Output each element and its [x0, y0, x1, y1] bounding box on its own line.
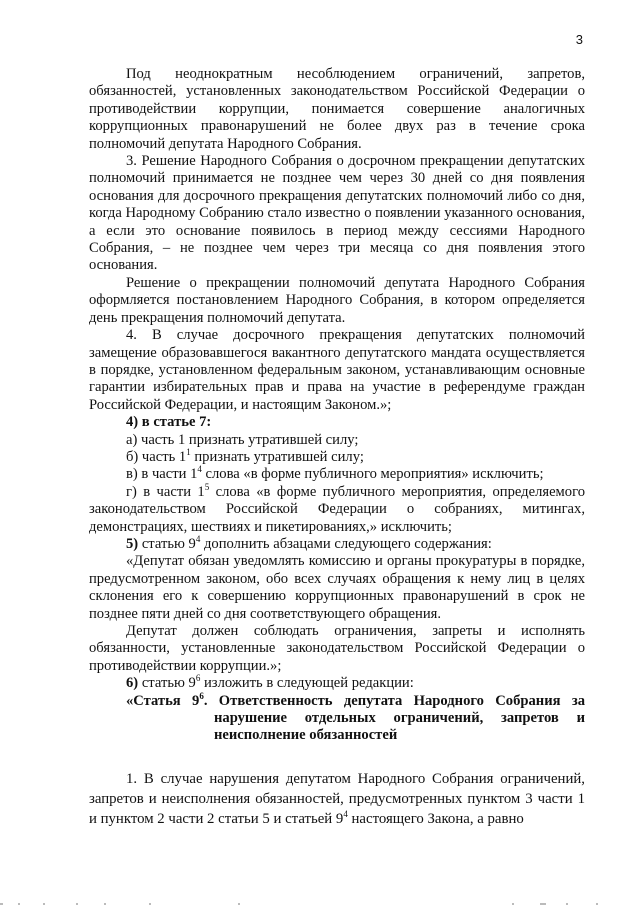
item-5-paragraph: Депутат должен соблюдать ограничения, запреты и исполнять обязанности, установленные законодательством Российской Федерации о противодействии коррупции.»;	[89, 623, 585, 674]
paragraph: Под неоднократным несоблюдением ограничений, запретов, обязанностей, установленных законодательством Российской Федерации о противодействии коррупции, понимается совершение аналогичных коррупционных правонарушений не более двух раз в течение срока полномочий депутата Народного Собрания.	[89, 66, 585, 152]
item-4-b: б) часть $1^1$ признать утратившей силу;	[126, 447, 364, 465]
article-heading: «Статья $9^6$. Ответственность депутата Народного Собрания за нарушение отдельных ограничений, запретов и неисполнение обязанностей	[126, 690, 585, 744]
item-4-g: г) в части $1^5$ слова «в форме публичного мероприятия, определяемого законодательством Российской Федерации о собраниях, митингах, демонстрациях, шествиях и пикетированиях,» исключить;	[89, 481, 585, 535]
item-6-heading: 6) статью $9^6$ изложить в следующей редакции:	[126, 673, 414, 692]
superscript: 5	[204, 481, 210, 492]
item-4-a: а) часть 1 признать утратившей силу;	[126, 431, 359, 448]
superscript: 1	[186, 447, 191, 458]
item-5-paragraph: «Депутат обязан уведомлять комиссию и органы прокуратуры в порядке, предусмотренном законом, обо всех случаях обращения к нему лиц в целях склонения его к совершению коррупционных правонарушений в срок не позднее пяти дней со дня соответствующего обращения.	[89, 553, 585, 622]
superscript: 6	[199, 690, 204, 701]
superscript: 4	[197, 464, 202, 475]
scan-edge-marks	[0, 901, 640, 905]
superscript: 4	[343, 808, 348, 819]
superscript: 4	[195, 534, 201, 545]
document-body	[89, 66, 585, 829]
item-5-heading: 5) статью $9^4$ дополнить абзацами следующего содержания:	[126, 534, 492, 552]
article-paragraph: 1. В случае нарушения депутатом Народного Собрания ограничений, запретов и неисполнения обязанностей, предусмотренных пунктом 3 части 1 и пунктом 2 части 2 статьи 5 и статьей $9^4$ настоящего Закона, а равно	[89, 770, 585, 827]
paragraph: 3. Решение Народного Собрания о досрочном прекращении депутатских полномочий принимается не позднее чем через 30 дней со дня появления основания для досрочного прекращения депутатских полномочий либо со дня, когда Народному Собранию стало известно о появлении указанного основания, а если это основание появилось в период между сессиями Народного Собрания, – не позднее чем через три месяца со дня появления этого основания.	[89, 153, 585, 274]
paragraph: Решение о прекращении полномочий депутата Народного Собрания оформляется постановлением Народного Собрания, в котором определяется день прекращения полномочий депутата.	[89, 274, 585, 326]
page-number: 3	[575, 32, 583, 47]
spacer	[89, 745, 585, 769]
paragraph: 4. В случае досрочного прекращения депутатских полномочий замещение образовавшегося вакантного депутатского мандата осуществляется в порядке, установленном федеральным законом, устанавливающим основные гарантии избирательных прав и права на участие в референдуме граждан Российской Федерации, и настоящим Законом.»;	[89, 327, 585, 413]
item-4-v: в) в части $1^4$ слова «в форме публичного мероприятия» исключить;	[126, 464, 544, 483]
superscript: 6	[195, 673, 201, 684]
item-4-heading: 4) в статье 7:	[126, 414, 212, 431]
